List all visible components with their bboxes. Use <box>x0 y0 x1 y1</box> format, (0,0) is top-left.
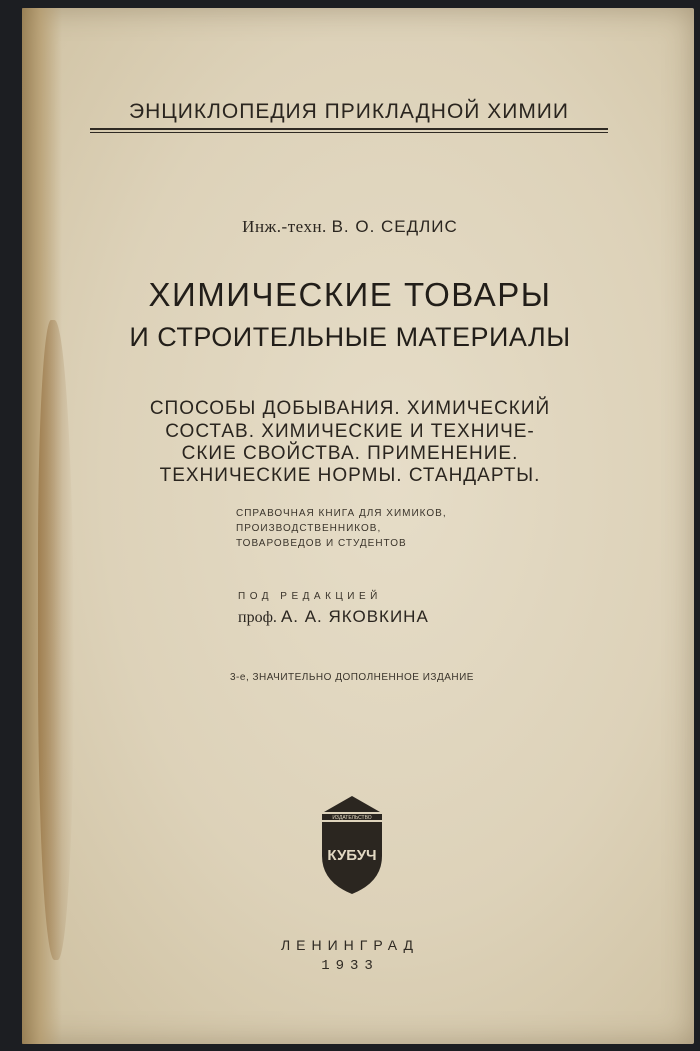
logo-top-text: ИЗДАТЕЛЬСТВО <box>332 815 372 821</box>
reference-line: ТОВАРОВЕДОВ И СТУДЕНТОВ <box>236 538 407 549</box>
author-prefix: Инж.-техн. <box>242 217 327 236</box>
author-line <box>0 217 700 237</box>
series-rule-lower <box>90 132 608 133</box>
subtitle-line: СОСТАВ. ХИМИЧЕСКИЕ И ТЕХНИЧЕ- <box>165 421 535 442</box>
publication-city: ЛЕНИНГРАД <box>280 937 420 953</box>
editor-prefix: проф. <box>238 609 277 626</box>
book-title-line2: И СТРОИТЕЛЬНЫЕ МАТЕРИАЛЫ <box>129 322 571 352</box>
publisher-logo <box>316 790 388 896</box>
reference-line: ПРОИЗВОДСТВЕННИКОВ, <box>236 523 382 534</box>
subtitle-line: СПОСОБЫ ДОБЫВАНИЯ. ХИМИЧЕСКИЙ <box>149 398 551 419</box>
book-title-line1: ХИМИЧЕСКИЕ ТОВАРЫ <box>148 276 552 313</box>
editorship-label: ПОД РЕДАКЦИЕЙ <box>238 591 382 602</box>
logo-monogram: КУБУЧ <box>327 847 377 864</box>
edition-note: 3-е, ЗНАЧИТЕЛЬНО ДОПОЛНЕННОЕ ИЗДАНИЕ <box>230 672 474 683</box>
series-rule-upper <box>90 128 608 130</box>
subtitle-line: СКИЕ СВОЙСТВА. ПРИМЕНЕНИЕ. <box>181 443 519 464</box>
author-name: В. О. СЕДЛИС <box>331 217 458 236</box>
reference-line: СПРАВОЧНАЯ КНИГА ДЛЯ ХИМИКОВ, <box>236 508 447 519</box>
editor-name: А. А. ЯКОВКИНА <box>280 607 429 626</box>
series-title: ЭНЦИКЛОПЕДИЯ ПРИКЛАДНОЙ ХИМИИ <box>129 100 569 123</box>
editor-line <box>238 607 429 627</box>
publication-year: 1933 <box>321 958 379 974</box>
subtitle-line: ТЕХНИЧЕСКИЕ НОРМЫ. СТАНДАРТЫ. <box>159 465 541 486</box>
